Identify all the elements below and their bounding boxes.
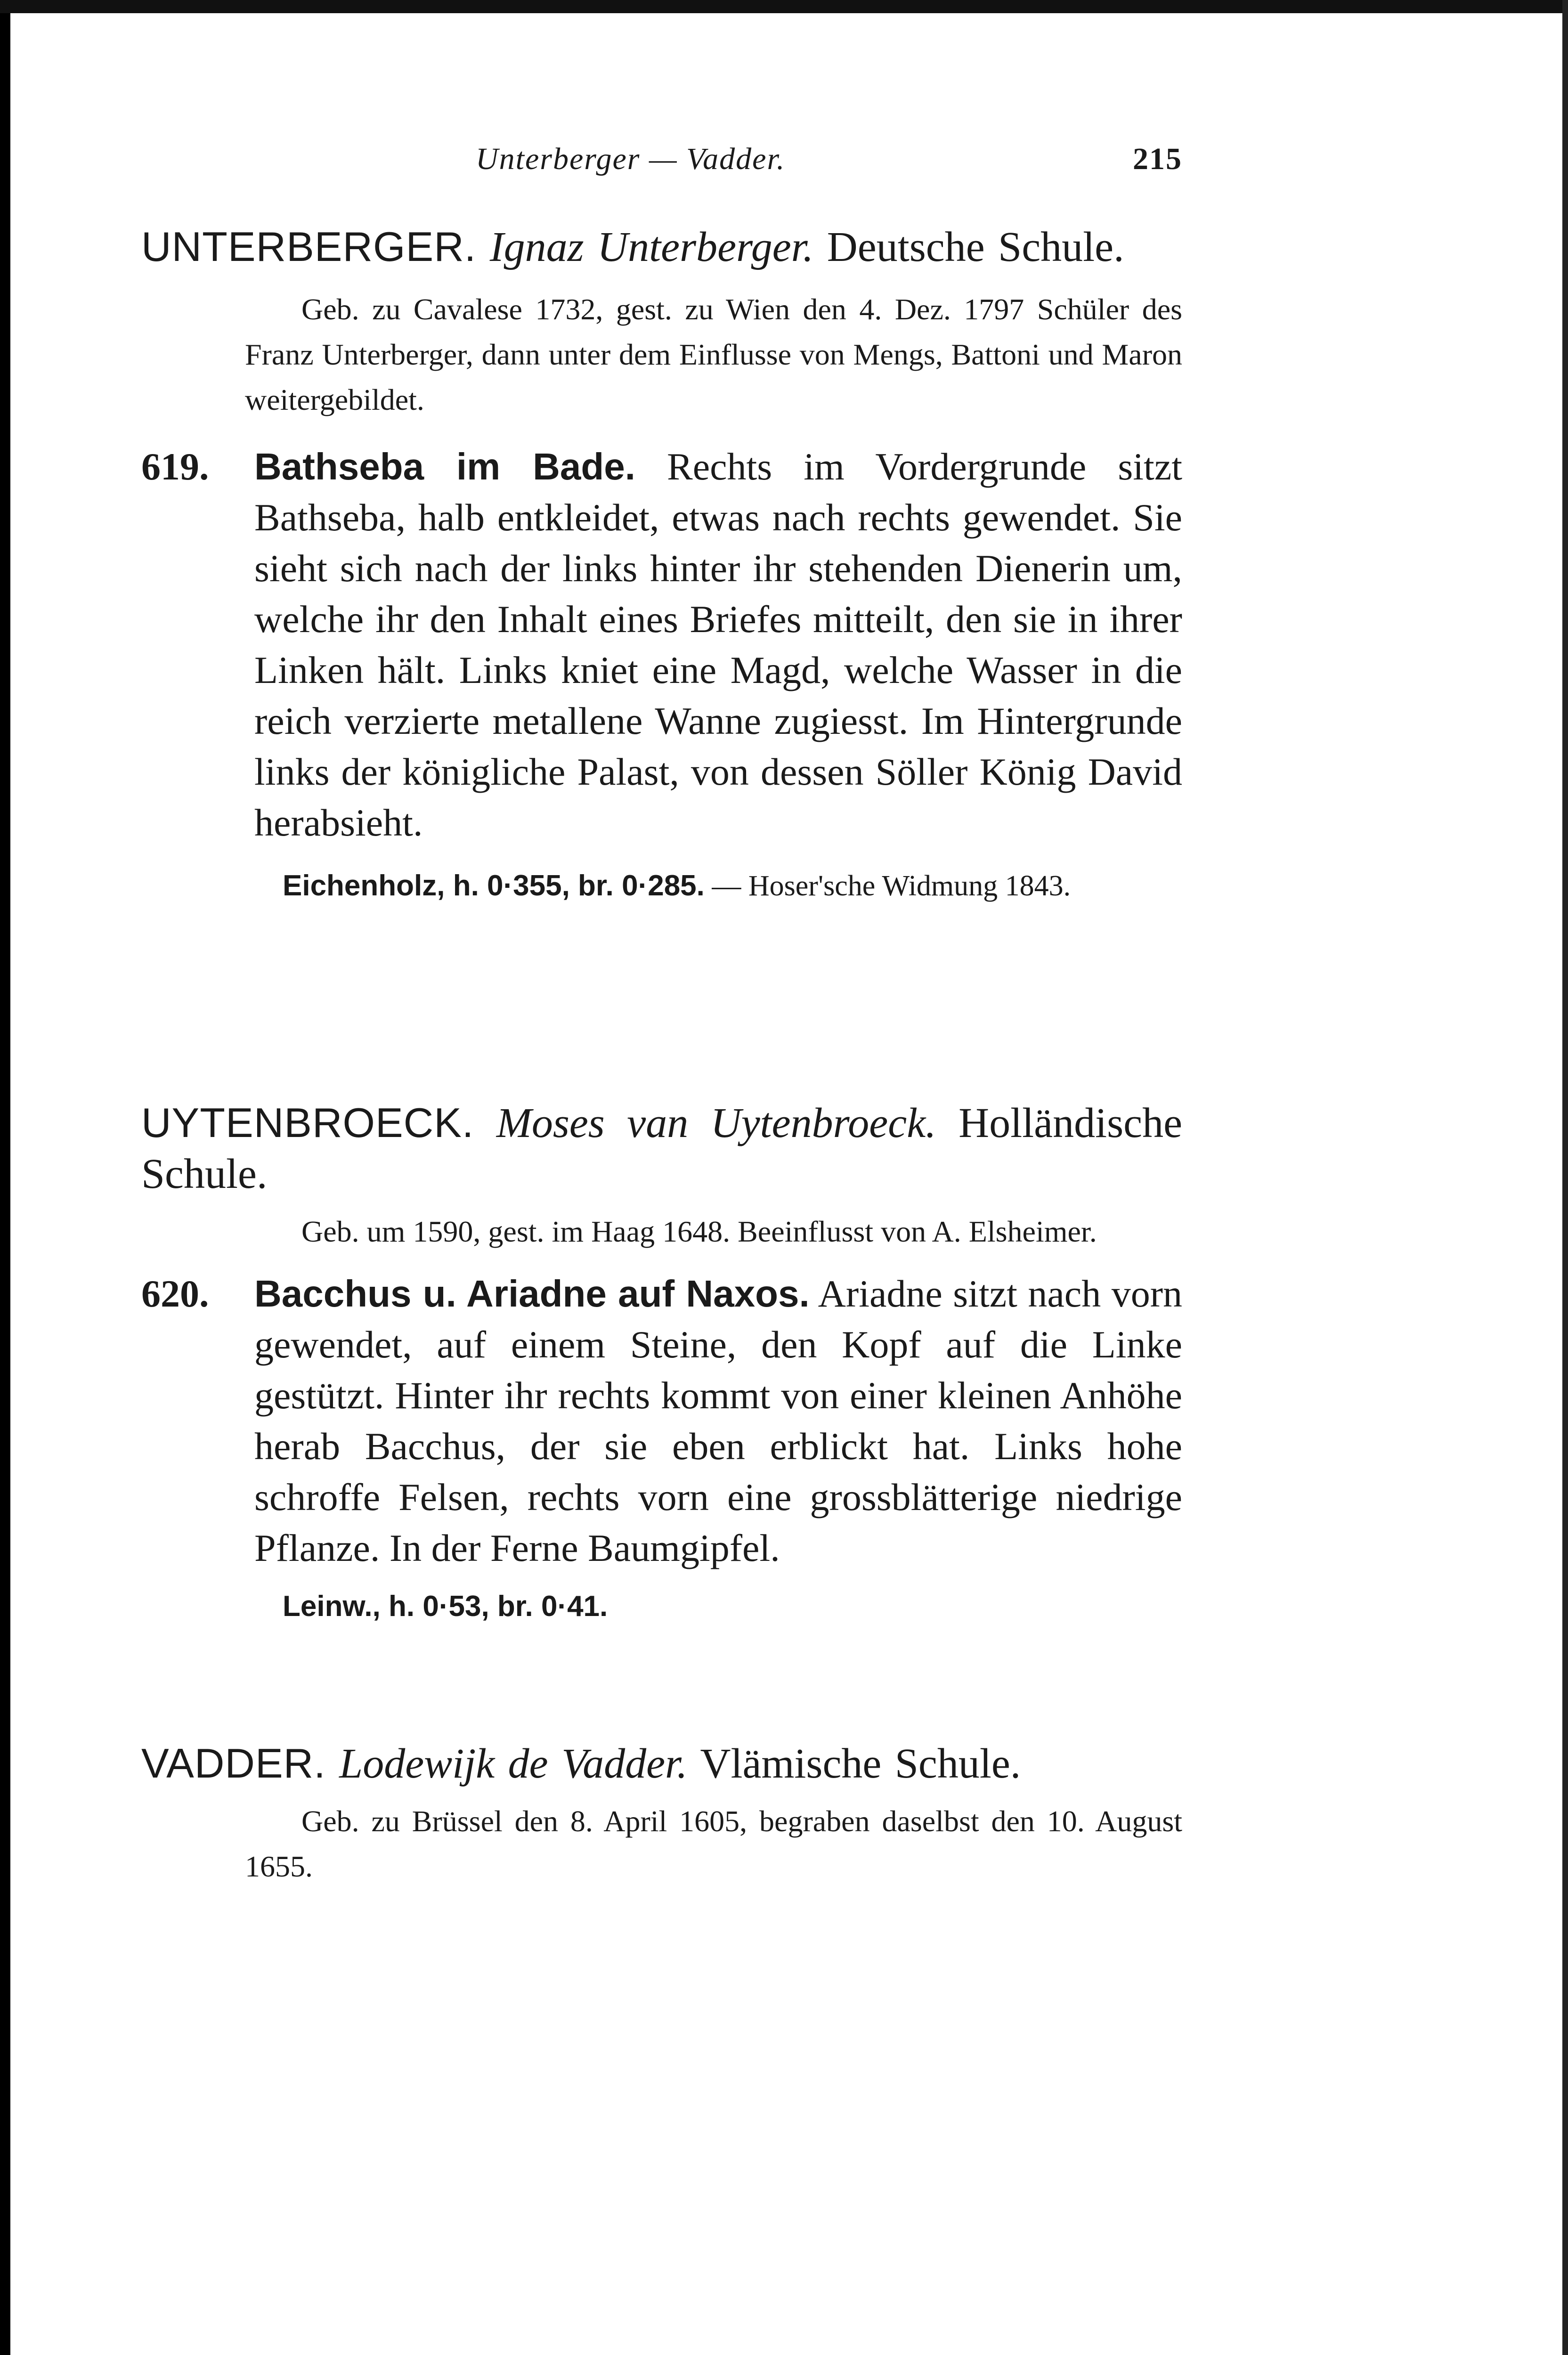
artwork-material: Leinw., h. 0·53, br. 0·41. xyxy=(283,1590,608,1623)
artist-heading xyxy=(141,1097,1182,1200)
artist-full-name: Moses van Uytenbroeck. xyxy=(496,1100,936,1146)
artist-name: UNTERBERGER. xyxy=(141,223,477,270)
artwork-description: Ariadne sitzt nach vorn gewendet, auf einem Steine, den Kopf auf die Linke gestützt. Hinter ihr rechts kommt von einer kleinen Anhöhe herab Bacchus, der sie eben erblickt hat. Links hohe schroffe Felsen, rechts vorn eine grossblätterige niedrige Pflanze. In der Ferne Baumgipfel. xyxy=(254,1272,1183,1569)
artist-entry-uytenbroeck xyxy=(141,1097,1182,1630)
artist-bio: Geb. zu Cavalese 1732, gest. zu Wien den 4. Dez. 1797 Schüler des Franz Unterberger, dann unter dem Einflusse von Mengs, Battoni und Maron weitergebildet. xyxy=(245,292,1182,416)
artist-school: Vlämische Schule. xyxy=(700,1740,1021,1787)
scan-border-top xyxy=(0,0,1568,13)
scan-border-left xyxy=(0,0,10,2355)
artwork-details xyxy=(254,1583,1182,1630)
artwork-provenance: — Hoser'sche Widmung 1843. xyxy=(712,870,1071,902)
artist-full-name: Lodewijk de Vadder. xyxy=(339,1740,688,1787)
artist-school: Holländische Schule. xyxy=(141,1100,1183,1197)
artist-bio: Geb. zu Brüssel den 8. April 1605, begraben daselbst den 10. August 1655. xyxy=(245,1804,1182,1883)
artwork-title: Bathseba im Bade. xyxy=(254,446,635,487)
page-number: 215 xyxy=(1133,142,1182,176)
artwork-details xyxy=(254,862,1182,910)
artist-entry-vadder xyxy=(141,1738,1182,1889)
artist-name: UYTENBROECK. xyxy=(141,1099,474,1146)
artist-entry-unterberger xyxy=(141,221,1182,910)
artwork-number: 619. xyxy=(141,445,209,488)
artwork-entry xyxy=(141,1268,1183,1574)
artist-full-name: Ignaz Unterberger. xyxy=(489,224,814,270)
artwork-material: Eichenholz, h. 0·355, br. 0·285. xyxy=(283,869,705,902)
page-header xyxy=(141,137,1182,184)
artist-heading xyxy=(141,221,1182,273)
artwork-number: 620. xyxy=(141,1272,209,1315)
scan-border-right xyxy=(1562,0,1568,2355)
artist-bio: Geb. um 1590, gest. im Haag 1648. Beeinflusst von A. Elsheimer. xyxy=(301,1215,1097,1248)
artwork-description: Rechts im Vordergrunde sitzt Bathseba, halb entkleidet, etwas nach rechts gewendet. Sie sieht sich nach der links hinter ihr stehenden Dienerin um, welche ihr den Inhalt eines Briefes mitteilt, den sie in ihrer Linken hält. Links kniet eine Magd, welche Wasser in die reich verzierte metallene Wanne zugiesst. Im Hintergrunde links der königliche Palast, von dessen Söller König David herabsieht. xyxy=(254,445,1183,844)
artist-school: Deutsche Schule. xyxy=(827,224,1124,270)
running-head: Unterberger — Vadder. xyxy=(476,142,786,176)
artist-heading xyxy=(141,1738,1182,1789)
artwork-title: Bacchus u. Ariadne auf Naxos. xyxy=(254,1273,810,1315)
artist-name: VADDER. xyxy=(141,1740,326,1787)
artwork-entry xyxy=(141,441,1183,848)
